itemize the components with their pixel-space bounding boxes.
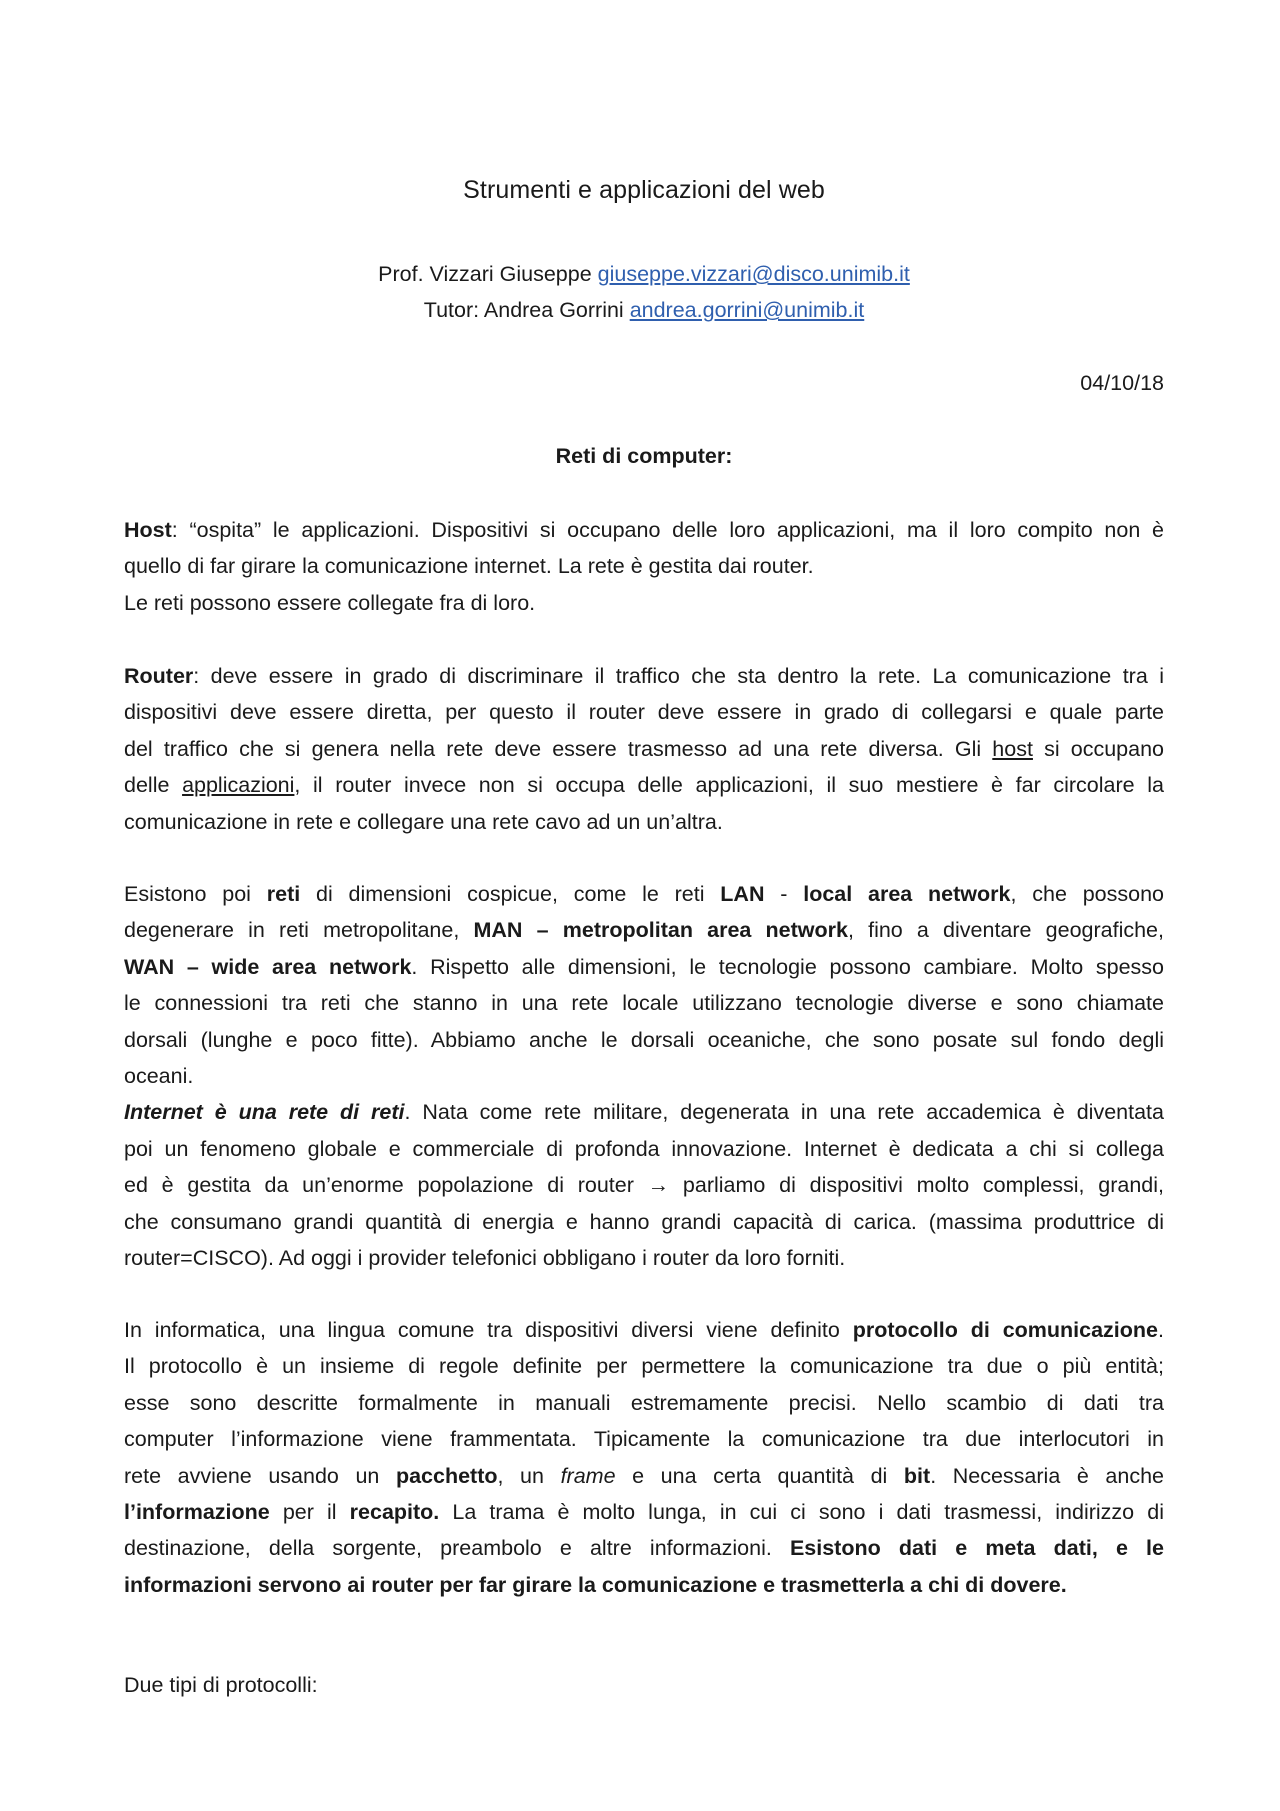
reti-line-7-b: . Nata come rete militare, degenerata in una rete accademica è diventata — [404, 1100, 1164, 1125]
proto-line-6-c: La trama è molto lunga, in cui ci sono i dati trasmessi, indirizzo di — [439, 1500, 1164, 1525]
host-line-2: quello di far girare la comunicazione internet. La rete è gestita dai router. — [124, 554, 814, 579]
applicazioni-underlined: applicazioni — [182, 773, 295, 798]
proto-line-2: Il protocollo è un insieme di regole definite per permettere la comunicazione tra due o più entità; — [124, 1354, 1164, 1379]
host-line-1 — [124, 512, 1164, 548]
reti-term: reti — [266, 882, 301, 906]
protocol-term: protocollo di comunicazione — [852, 1318, 1159, 1342]
reti-line-1-a: Esistono poi — [124, 882, 267, 906]
host-term: Host — [124, 518, 172, 542]
closing-paragraph — [124, 1667, 1164, 1703]
right-arrow-icon: → — [647, 1173, 670, 1198]
lan-term: LAN — [720, 882, 765, 906]
pacchetto-term: pacchetto — [395, 1463, 498, 1488]
router-line-3-a: del traffico che si genera nella rete deve essere trasmesso ad una rete diversa. Gli — [124, 736, 993, 761]
reti-line-2-a: degenerare in reti metropolitane, — [124, 918, 474, 943]
proto-line-1-b: . — [1158, 1318, 1164, 1342]
proto-line-3: esse sono descritte formalmente in manuali estremamente precisi. Nello scambio di dati tra — [124, 1390, 1164, 1415]
internet-term: Internet è una rete di reti — [124, 1100, 405, 1125]
router-line-4 — [124, 767, 1164, 803]
professor-line — [124, 262, 1164, 287]
bit-term: bit — [903, 1463, 931, 1488]
proto-line-6 — [124, 1494, 1164, 1530]
recapito-term: recapito. — [349, 1500, 440, 1525]
router-line-1 — [124, 658, 1164, 694]
proto-line-1-a: In informatica, una lingua comune tra dispositivi diversi viene definito — [124, 1318, 853, 1342]
router-paragraph — [124, 658, 1164, 840]
reti-paragraph — [124, 876, 1164, 1276]
reti-line-10: che consumano grandi quantità di energia e hanno grandi capacità di carica. (massima produttrice di — [124, 1209, 1164, 1234]
routers-bold-text: informazioni servono ai router per far girare la comunicazione e trasmetterla a chi di dovere. — [124, 1572, 1067, 1597]
host-paragraph — [124, 512, 1164, 621]
reti-line-3-b: . Rispetto alle dimensioni, le tecnologie possono cambiare. Molto spesso — [411, 954, 1164, 979]
reti-line-6: oceani. — [124, 1064, 194, 1089]
frame-term: frame — [560, 1463, 616, 1488]
reti-line-9-a: ed è gestita da un’enorme popolazione di router — [124, 1173, 648, 1198]
document-date: 04/10/18 — [1080, 371, 1164, 395]
router-line-2: dispositivi deve essere diretta, per questo il router deve essere in grado di collegarsi e quale parte — [124, 700, 1164, 725]
reti-line-9-b: parliamo di dispositivi molto complessi, grandi, — [669, 1173, 1164, 1198]
proto-line-1 — [124, 1312, 1164, 1348]
reti-line-2 — [124, 912, 1164, 948]
reti-line-11: router=CISCO). Ad oggi i provider telefonici obbligano i router da loro forniti. — [124, 1246, 846, 1271]
reti-line-1-d: , che possono — [1010, 882, 1165, 906]
due-tipi-text: Due tipi di protocolli: — [124, 1673, 318, 1697]
professor-email-link[interactable]: giuseppe.vizzari@disco.unimib.it — [597, 262, 910, 286]
router-line-4-b: , il router invece non si occupa delle applicazioni, il suo mestiere è far circolare la — [294, 773, 1164, 798]
host-line-1-text: : “ospita” le applicazioni. Dispositivi si occupano delle loro applicazioni, ma il loro compito non è — [171, 518, 1164, 542]
router-line-3-b: si occupano — [1032, 736, 1164, 761]
document-title: Strumenti e applicazioni del web — [463, 176, 825, 204]
section-title: Reti di computer: — [555, 444, 733, 468]
tutor-line — [124, 298, 1164, 323]
proto-line-7-a: destinazione, della sorgente, preambolo e altre informazioni. — [124, 1536, 790, 1561]
protocol-paragraph — [124, 1312, 1164, 1603]
reti-line-5: dorsali (lunghe e poco fitte). Abbiamo anche le dorsali oceaniche, che sono posate sul fondo degli — [124, 1027, 1164, 1052]
reti-line-9 — [124, 1167, 1164, 1203]
reti-line-2-b: , fino a diventare geografiche, — [847, 918, 1164, 943]
professor-label: Prof. Vizzari Giuseppe — [378, 262, 598, 286]
proto-line-7 — [124, 1530, 1164, 1566]
tutor-email-link[interactable]: andrea.gorrini@unimib.it — [629, 298, 865, 322]
proto-line-4: computer l’informazione viene frammentata. Tipicamente la comunicazione tra due interlocutori in — [124, 1427, 1164, 1452]
man-term: MAN – metropolitan area network — [473, 918, 848, 943]
reti-line-1-b: di dimensioni cospicue, come le reti — [300, 882, 721, 906]
proto-line-8 — [124, 1567, 1164, 1603]
reti-line-1-c: - — [764, 882, 804, 906]
tutor-label: Tutor: Andrea Gorrini — [423, 298, 630, 322]
host-underlined: host — [992, 736, 1033, 761]
lan-full-term: local area network — [803, 882, 1011, 906]
proto-line-5 — [124, 1458, 1164, 1494]
wan-term: WAN – wide area network — [124, 954, 412, 979]
proto-line-5-b: , un — [497, 1463, 561, 1488]
router-term: Router — [124, 664, 194, 688]
proto-line-5-a: rete avviene usando un — [124, 1463, 396, 1488]
router-line-1-text: : deve essere in grado di discriminare il traffico che sta dentro la rete. La comunicazione tra i — [193, 664, 1164, 688]
reti-line-1 — [124, 876, 1164, 912]
reti-line-8: poi un fenomeno globale e commerciale di profonda innovazione. Internet è dedicata a chi si collega — [124, 1136, 1164, 1161]
proto-line-5-c: e una certa quantità di — [615, 1463, 904, 1488]
proto-line-5-d: . Necessaria è anche — [930, 1463, 1164, 1488]
router-line-4-a: delle — [124, 773, 183, 798]
host-line-3: Le reti possono essere collegate fra di loro. — [124, 590, 536, 615]
reti-line-4: le connessioni tra reti che stanno in una rete locale utilizzano tecnologie diverse e sono chiamate — [124, 991, 1164, 1016]
metadata-bold-text: Esistono dati e meta dati, e le — [789, 1536, 1164, 1561]
router-line-3 — [124, 731, 1164, 767]
informazione-term: l’informazione — [124, 1500, 270, 1525]
proto-line-6-b: per il — [269, 1500, 350, 1525]
reti-line-7 — [124, 1094, 1164, 1130]
reti-line-3 — [124, 949, 1164, 985]
router-line-5: comunicazione in rete e collegare una rete cavo ad un un’altra. — [124, 809, 723, 834]
